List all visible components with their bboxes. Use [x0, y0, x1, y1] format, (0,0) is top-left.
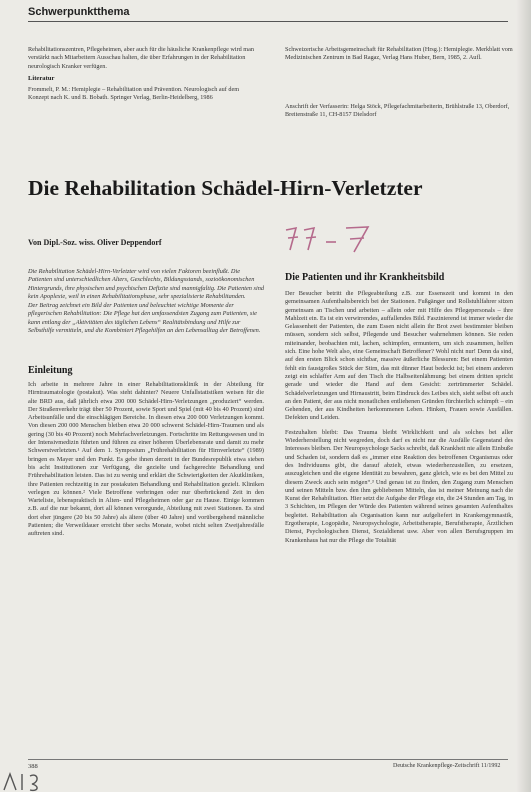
section-heading-einleitung: Einleitung [28, 365, 73, 376]
page-edge-shadow [516, 0, 531, 792]
literature-heading: Literatur [28, 75, 55, 83]
intro-paragraph-1: Die Rehabilitation Schädel-Hirn-Verletzter wird von vielen Faktoren beeinflußt. Die Patienten sind unterschiedlichen Alters, Geschlechts, Bildungsstands, sozioökonomischen Hintergrunds, ihre physischen und psychischen Defizite sind mannigfaltig. Die Patienten sind kein Apoplexie, weil in einen Rehabilitationsphase, sehr spezialisierte Rehabilitanden. [28, 268, 264, 300]
body-paragraph: Festzuhalten bleibt: Das Trauma bleibt Wirklichkeit und als solches bei aller Wiederherstellung nicht wegreden, doch darf es nicht nur die Ausfälle Gegenstand des Interesses bleiben. Der Neuropsychologe Sacks schreibt, daß Krankheit nie allein Einbuße und Schaden ist, sondern daß es „immer eine Reaktion des betroffenen Organismus oder des Individuums gibt, die darauf abzielt, etwas wiederherzustellen, zu ersetzen, auszugleichen und die eigene Identität zu bewahren, ganz gleich, wie es bei den Mittel zu diesem Zweck auch sein mögen“.³ Und genau ist zu finden, den Zugang zum Menschen und seinen Mitteln bzw. den ihm gebliebenen Mitteln, das ist meiner Meinung nach die Kunst der Rehabilitation. Hier setzt die Aufgabe der Pflege ein, die 24 Stunden am Tag, in 3 Schichten, im Pflegen der Würde des Patienten während seines gesamten Aufenthaltes begleitet. Rehabilitation als Organisation kann nur aufgeliefert in Krankengymnastik, Ergotherapie, Logopädie, Neuropsychologie, Arbeitstherapie, Berufstherapie, Ärztlichen Dienst, Psychologischen Dienst, Sozialdienst usw. Aber von allen Berufsgruppen im Krankenhaus hat nur die Pflege die Totalität [285, 428, 513, 544]
section-header: Schwerpunktthema [28, 6, 130, 18]
article-title: Die Rehabilitation Schädel-Hirn-Verletzter [28, 176, 423, 200]
body-paragraph: Ich arbeite in mehrere Jahre in einer Rehabilitationsklinik in der Abteilung für Hirntraumatologie (postakut). Was steht dahinter? Neuere Unfallstatistiken weisen für die alte BRD aus, daß jährlich etwa 200 000 Schädel-Hirn-Verletzungen „produziert“ werden. Der Straßenverkehr trägt über 50 Prozent, sowie Sport und Spiel (mit 40 bis 40 Prozent) sind Arbeitsunfälle und die einschlägigen Bereiche. In diesen etwa 200 000 Verletzungen kommt. Von diesen 200 000 Menschen bleiben etwa 20 000 schwerst Schädel-Hirn-Traumen und als gering (30 bis 40 Prozent) noch Mehrfachverletzungen. Fortschritte im Rettungswesen und in der Intensivmedizin führten und führen zu einer höheren Überlebensrate und damit zu mehr Schwerstverletzten.¹ Auf dem 1. Symposium „Frührehabilitation für Hirnverletzte“ (1989) bringen es Mayer und den Punkt. Es gebe ihnen derzeit in der Bundesrepublik etwa sieben bis acht Institutionen zur Verfügung, die gezielte und fachgerechte Behandlung und Frührehabilitation leisten. Das ist zu wenig und erklärt die Schwierigkeiten der Akutkliniken, ihre Patienten rechtzeitig in zur postakuten Behandlung und Rehabilitation gezielt. Kliniken verlegen zu können.² Viele Betroffene verbringen oder nur überbrückend Zeit in den Warteliste, lebenspraktisch in Alten- und Pflegeheimen oder gar zu Hause. Einige kommen z.B. auf die nur bekannt, dort all können verorgunde, Abteilung mit zwei Stationen. Es sind dort eher jüngere (20 bis 50 Jahre) als ältere (über 40 Jahre) und vorübergehend männliche Patienten; die Verweildauer erreicht über sechs Monate, wobei nicht selten Zweijahresfälle auftreten sind. [28, 381, 264, 538]
intro-paragraph-2: Der Beitrag zeichnet ein Bild der Patienten und beleuchtet wichtige Momente der pflegerischen Rehabilitation: Die Pflege hat den umfassendsten Zugang zum Patienten, sie kann entlang der „Aktivitäten des täglichen Lebens“ Realitätsbindung und Hilfe zur Selbsthilfe vermitteln, und die Kombiniert Pflegehilfen an den Lebensalltag der Betroffenen. [28, 302, 261, 335]
section-einleitung [28, 381, 264, 539]
section-patienten [285, 290, 513, 545]
closing-paragraph: Rehabilitationszentren, Pflegeheimen, aber auch für die häusliche Krankenpflege wird man verstärkt nach Mitarbeitern Ausschau halten, die über Erfahrungen in der Rehabilitation neurologisch Kranker verfügen. [28, 46, 254, 70]
footer-rule [28, 759, 508, 760]
handwritten-annotation [282, 222, 378, 256]
journal-name: Deutsche Krankenpflege-Zeitschrift 11/1992 [393, 763, 501, 769]
section-heading-patienten: Die Patienten und ihr Krankheitsbild [285, 272, 445, 283]
top-left-column [28, 46, 260, 104]
literature-entry-2: Schweizerische Arbeitsgemeinschaft für Rehabilitation (Hrsg.): Hemiplegie. Merkblatt vom Medizinischen Zentrum in Bad Ragaz, Verlag Hans Huber, Bern, 1985, 2. Aufl. [285, 46, 513, 62]
header-rule [28, 21, 508, 22]
article-intro [28, 268, 264, 336]
body-paragraph: Der Besucher betritt die Pflegeabteilung z.B. zur Essenszeit und kommt in den gemeinsamen Aufenthaltsbereich bei der Stationen. Fußgänger und Rollstuhlfahrer sitzen gemeinsam an Tischen und arbeiten – allein oder mit Hilfe des Pflegepersonals – ihre Mahlzeit ein. Es ist ein verwirrendes, auffallendes Bild. Faszinierend ist immer wieder die Gelassenheit der Patienten, die zum Essen nicht allein ihr Brot zwei bestimmter bleiben müssen, sondern sich selbst, Pflegende und Besucher wahrnehmen können. Sie reden miteinander, beobachten mit, lachen, schimpfen, ermuntern, um sich zusammen, helfen sich. Eine hohe Welt also, eine Gemeinschaft Betroffener? Wohl nicht nur! Denn da sind, auf den ersten Blick schon sichtbar, massive äußerliche Blessuren: Bei einem Patienten fehlt ein faustgroßes Stück der Stirn, das mit dünner Haut bedeckt ist; bei einem anderen zeigt ein schlaffer Arm auf den Tisch die Halbseitenlähmung; bei einem dritten spricht gerade und wieder die Hand auf dem Gesicht: zertrümmerter Schädel. Schädelverletzungen und Hirnaustritt, beim Eindruck des Leibes sich, sieht selbst oft auch an den Patient, der aus nicht monatlichen entliehenen Gründen fürchterlich schimpft – ein Gehenden, der aus Kindheiten herkommenen Leben. Hinken, Frauen sowie Ausfällen. Defekten und Leiden. [285, 290, 513, 422]
literature-entry: Frommelt, P. M.: Hemiplegie – Rehabilitation und Prävention. Neurologisch auf dem Konzept nach K. und B. Bobath. Springer Verlag, Berlin-Heidelberg, 1986 [28, 85, 240, 102]
handwritten-mark [0, 768, 52, 792]
author-address: Anschrift der Verfasserin: Helga Stöck, Pflegefachmitarbeiterin, Brühlstraße 13, Oberdorf, Breitenstraße 11, CH-8157 Dielsdorf [285, 102, 510, 119]
article-byline: Von Dipl.-Soz. wiss. Oliver Deppendorf [28, 238, 162, 247]
page-number: 388 [28, 763, 38, 770]
top-right-column [285, 46, 513, 122]
